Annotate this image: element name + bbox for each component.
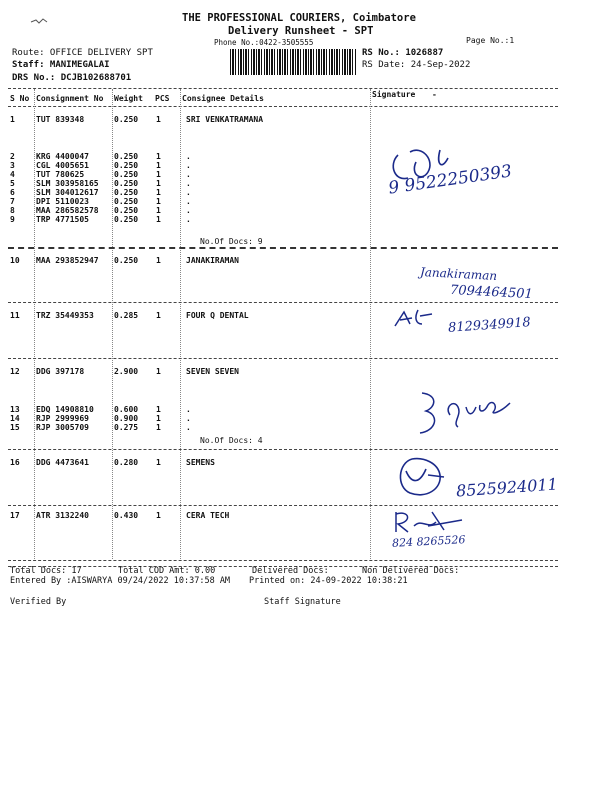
row-consignment-no: TUT 780625 [36, 170, 85, 179]
row-sno: 17 [10, 511, 20, 520]
row-consignment-no: DPI 5110023 [36, 197, 89, 206]
row-consignment-no: RJP 2999969 [36, 414, 89, 423]
row-pcs: 1 [156, 170, 161, 179]
handwritten-phone-3: 8129349918 [447, 315, 532, 336]
row-weight: 0.900 [114, 414, 139, 423]
row-consignee: SEVEN SEVEN [186, 367, 239, 376]
row-consignment-no: TRP 4771505 [36, 215, 89, 224]
row-consignment-no: EDQ 14908810 [36, 405, 94, 414]
row-pcs: 1 [156, 423, 161, 432]
row-sno: 3 [10, 161, 15, 170]
col-consignment: Consignment No [36, 94, 104, 103]
divider [8, 302, 558, 303]
divider [8, 247, 558, 249]
row-sno: 16 [10, 458, 20, 467]
row-consignment-no: DDG 397178 [36, 367, 85, 376]
row-consignment-no: MAA 286582578 [36, 206, 99, 215]
column-guide [34, 89, 35, 559]
row-pcs: 1 [156, 256, 161, 265]
divider [8, 505, 558, 506]
total-cod: Total COD Amt: 0.00 [118, 566, 216, 576]
row-sno: 5 [10, 179, 15, 188]
row-sno: 13 [10, 405, 20, 414]
non-delivered-docs: Non Delivered Docs: [362, 566, 460, 576]
row-sno: 9 [10, 215, 15, 224]
row-pcs: 1 [156, 414, 161, 423]
handwritten-name: Janakiraman [419, 264, 498, 284]
doc-count-group-2: No.Of Docs: 4 [200, 436, 263, 445]
row-sno: 6 [10, 188, 15, 197]
col-consignee: Consignee Details [182, 94, 264, 103]
row-consignee: . [186, 170, 191, 179]
divider [8, 449, 558, 450]
row-weight: 0.275 [114, 423, 139, 432]
row-weight: 0.250 [114, 188, 139, 197]
row-sno: 12 [10, 367, 20, 376]
row-consignment-no: MAA 293852947 [36, 256, 99, 265]
handwritten-phone-1: 9 9522250393 [387, 161, 514, 199]
signature-scribble-5 [392, 508, 472, 536]
row-weight: 2.900 [114, 367, 139, 376]
row-weight: 0.250 [114, 161, 139, 170]
row-pcs: 1 [156, 179, 161, 188]
row-pcs: 1 [156, 215, 161, 224]
row-weight: 0.250 [114, 179, 139, 188]
row-consignment-no: SLM 304012617 [36, 188, 99, 197]
doc-count-group-1: No.Of Docs: 9 [200, 237, 263, 246]
row-pcs: 1 [156, 152, 161, 161]
row-pcs: 1 [156, 458, 161, 467]
row-weight: 0.430 [114, 511, 139, 520]
row-consignee: . [186, 206, 191, 215]
row-consignee: . [186, 197, 191, 206]
row-consignee: . [186, 179, 191, 188]
page-number: Page No.:1 [466, 36, 515, 45]
row-consignment-no: CGL 4005651 [36, 161, 89, 170]
divider [8, 88, 558, 89]
col-pcs: PCS [155, 94, 170, 103]
printed-on: Printed on: 24-09-2022 10:38:21 [249, 576, 408, 586]
row-weight: 0.285 [114, 311, 139, 320]
handwritten-phone-6: 824 8265526 [391, 533, 466, 550]
row-consignment-no: DDG 4473641 [36, 458, 89, 467]
col-weight: Weight [114, 94, 143, 103]
row-weight: 0.250 [114, 206, 139, 215]
row-pcs: 1 [156, 367, 161, 376]
rs-number: RS No.: 1026887 [362, 48, 444, 58]
rs-date: RS Date: 24-Sep-2022 [362, 60, 471, 70]
staff-signature: Staff Signature [264, 597, 341, 607]
row-sno: 1 [10, 115, 15, 124]
row-weight: 0.250 [114, 215, 139, 224]
handwritten-phone-2: 7094464501 [449, 282, 534, 303]
divider [8, 560, 558, 561]
row-consignee: CERA TECH [186, 511, 230, 520]
row-sno: 2 [10, 152, 15, 161]
row-consignment-no: KRG 4400047 [36, 152, 89, 161]
row-weight: 0.250 [114, 256, 139, 265]
row-pcs: 1 [156, 161, 161, 170]
row-sno: 4 [10, 170, 15, 179]
row-consignee: SRI VENKATRAMANA [186, 115, 264, 124]
row-consignee: SEMENS [186, 458, 215, 467]
row-consignment-no: RJP 3005709 [36, 423, 89, 432]
row-weight: 0.250 [114, 197, 139, 206]
verified-by: Verified By [10, 597, 67, 607]
row-consignment-no: SLM 303958165 [36, 179, 99, 188]
column-guide [180, 89, 181, 559]
row-consignee: . [186, 152, 191, 161]
entered-by: Entered By :AISWARYA 09/24/2022 10:37:58 AM [10, 576, 231, 586]
row-weight: 0.600 [114, 405, 139, 414]
company-name: THE PROFESSIONAL COURIERS, Coimbatore [182, 12, 416, 24]
row-consignee: . [186, 414, 191, 423]
signature-scribble-4 [392, 455, 450, 500]
col-sno: S No [10, 94, 30, 103]
row-consignee: . [186, 423, 191, 432]
col-signature: Signature [372, 90, 416, 99]
phone-number: Phone No.:0422-3505555 [214, 38, 314, 47]
runsheet-title: Delivery Runsheet - SPT [228, 25, 374, 37]
row-sno: 10 [10, 256, 20, 265]
row-pcs: 1 [156, 115, 161, 124]
divider [8, 358, 558, 359]
drs-number: DRS No.: DCJB102688701 [12, 73, 132, 83]
row-consignee: JANAKIRAMAN [186, 256, 239, 265]
row-weight: 0.250 [114, 115, 139, 124]
signature-scribble-2 [392, 308, 437, 330]
row-sno: 14 [10, 414, 20, 423]
route-label: Route: OFFICE DELIVERY SPT [12, 48, 153, 58]
signature-scribble-3 [410, 385, 530, 440]
row-consignee: FOUR Q DENTAL [186, 311, 249, 320]
divider [8, 106, 558, 107]
row-pcs: 1 [156, 206, 161, 215]
row-consignee: . [186, 215, 191, 224]
row-sno: 8 [10, 206, 15, 215]
row-pcs: 1 [156, 311, 161, 320]
row-pcs: 1 [156, 405, 161, 414]
barcode [230, 49, 356, 75]
column-guide [112, 89, 113, 559]
column-guide [370, 89, 371, 559]
row-pcs: 1 [156, 188, 161, 197]
logo-mark [30, 18, 48, 26]
row-weight: 0.250 [114, 152, 139, 161]
row-pcs: 1 [156, 197, 161, 206]
row-weight: 0.250 [114, 170, 139, 179]
row-weight: 0.280 [114, 458, 139, 467]
delivered-docs: Delivered Docs: [252, 566, 329, 576]
row-consignee: . [186, 405, 191, 414]
row-sno: 15 [10, 423, 20, 432]
row-consignee: . [186, 188, 191, 197]
row-consignee: . [186, 161, 191, 170]
total-docs: Total Docs: 17 [10, 566, 82, 576]
row-consignment-no: TUT 839348 [36, 115, 85, 124]
col-dash: - [432, 90, 437, 99]
row-consignment-no: ATR 3132240 [36, 511, 89, 520]
handwritten-phone-5: 8525924011 [455, 474, 559, 501]
row-pcs: 1 [156, 511, 161, 520]
staff-label: Staff: MANIMEGALAI [12, 60, 110, 70]
row-sno: 7 [10, 197, 15, 206]
row-sno: 11 [10, 311, 20, 320]
row-consignment-no: TRZ 35449353 [36, 311, 94, 320]
